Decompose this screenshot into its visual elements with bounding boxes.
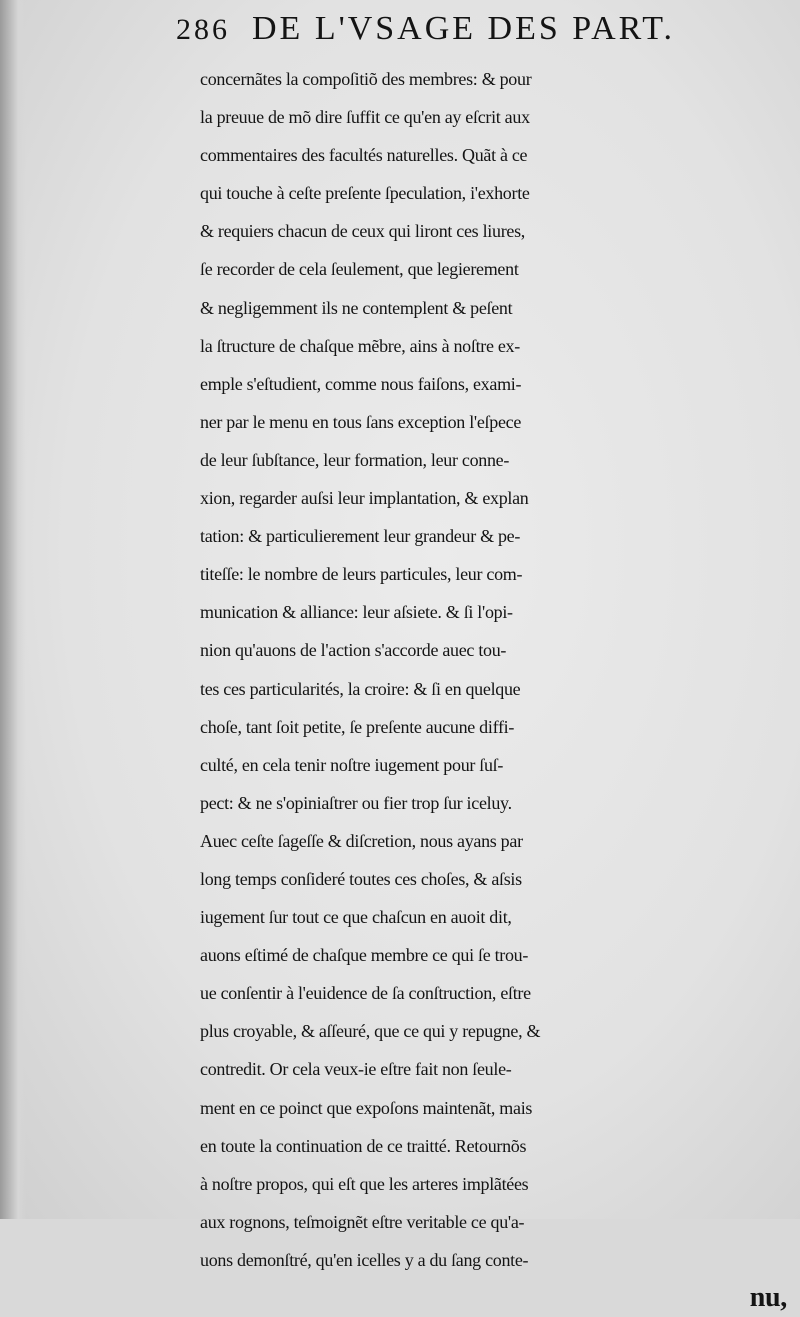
text-line: en toute la continuation de ce traitté. Retournõs <box>200 1135 527 1156</box>
text-line: ner par le menu en tous ſans exception l'eſpece <box>200 411 522 432</box>
text-line: contredit. Or cela veux-ie eſtre fait non ſeule- <box>200 1059 512 1080</box>
text-line: la ſtructure de chaſque mẽbre, ains à noſtre ex- <box>200 335 520 356</box>
text-line: de leur ſubſtance, leur formation, leur conne- <box>200 449 510 470</box>
text-line: titeſſe: le nombre de leurs particules, leur com- <box>200 564 523 585</box>
text-line: tes ces particularités, la croire: & ſi en quelque <box>200 678 521 699</box>
text-line: à noſtre propos, qui eſt que les arteres implãtées <box>200 1173 529 1194</box>
text-line: long temps conſideré toutes ces choſes, & aſsis <box>200 868 522 889</box>
text-block <box>200 60 795 1317</box>
text-line: auons eſtimé de chaſque membre ce qui ſe trou- <box>200 945 529 966</box>
text-line: Auec ceſte ſageſſe & diſcretion, nous ayans par <box>200 830 523 851</box>
text-line: choſe, tant ſoit petite, ſe preſente aucune diffi- <box>200 716 515 737</box>
page-number: 286 <box>176 13 230 46</box>
text-line: emple s'eſtudient, comme nous faiſons, exami- <box>200 373 522 394</box>
text-line: qui touche à ceſte preſente ſpeculation, i'exhorte <box>200 183 530 204</box>
text-line: plus croyable, & aſſeuré, que ce qui y repugne, & <box>200 1021 541 1042</box>
text-line: commentaires des facultés naturelles. Quãt à ce <box>200 145 528 166</box>
text-line: iugement ſur tout ce que chaſcun en auoit dit, <box>200 907 512 928</box>
text-line: nion qu'auons de l'action s'accorde auec tou- <box>200 640 507 661</box>
text-line: ment en ce poinct que expoſons maintenãt, mais <box>200 1097 533 1118</box>
text-line: aux rognons, teſmoignẽt eſtre veritable ce qu'a- <box>200 1211 525 1232</box>
text-line: la preuue de mõ dire ſuffit ce qu'en ay eſcrit aux <box>200 107 530 128</box>
running-title: DE L'VSAGE DES PART. <box>252 10 676 47</box>
text-line: & requiers chacun de ceux qui liront ces liures, <box>200 221 525 242</box>
running-head <box>176 10 736 58</box>
text-line: tation: & particulierement leur grandeur & pe- <box>200 526 521 547</box>
text-line: & negligemment ils ne contemplent & peſent <box>200 297 513 318</box>
text-line: xion, regarder auſsi leur implantation, & explan <box>200 488 529 509</box>
text-line: ſe recorder de cela ſeulement, que legierement <box>200 259 519 280</box>
catchword: nu, <box>749 1282 787 1313</box>
text-line: munication & alliance: leur aſsiete. & ſi l'opi- <box>200 602 513 623</box>
text-line: pect: & ne s'opiniaſtrer ou fier trop ſur iceluy. <box>200 792 512 813</box>
page-gutter-shadow <box>0 0 26 1219</box>
text-line: culté, en cela tenir noſtre iugement pour ſuſ- <box>200 754 504 775</box>
text-line: concernãtes la compoſitiõ des membres: & pour <box>200 69 532 89</box>
text-line: ue conſentir à l'euidence de ſa conſtruction, eſtre <box>200 983 531 1004</box>
text-line: uons demonſtré, qu'en icelles y a du ſang conte- <box>200 1249 529 1270</box>
